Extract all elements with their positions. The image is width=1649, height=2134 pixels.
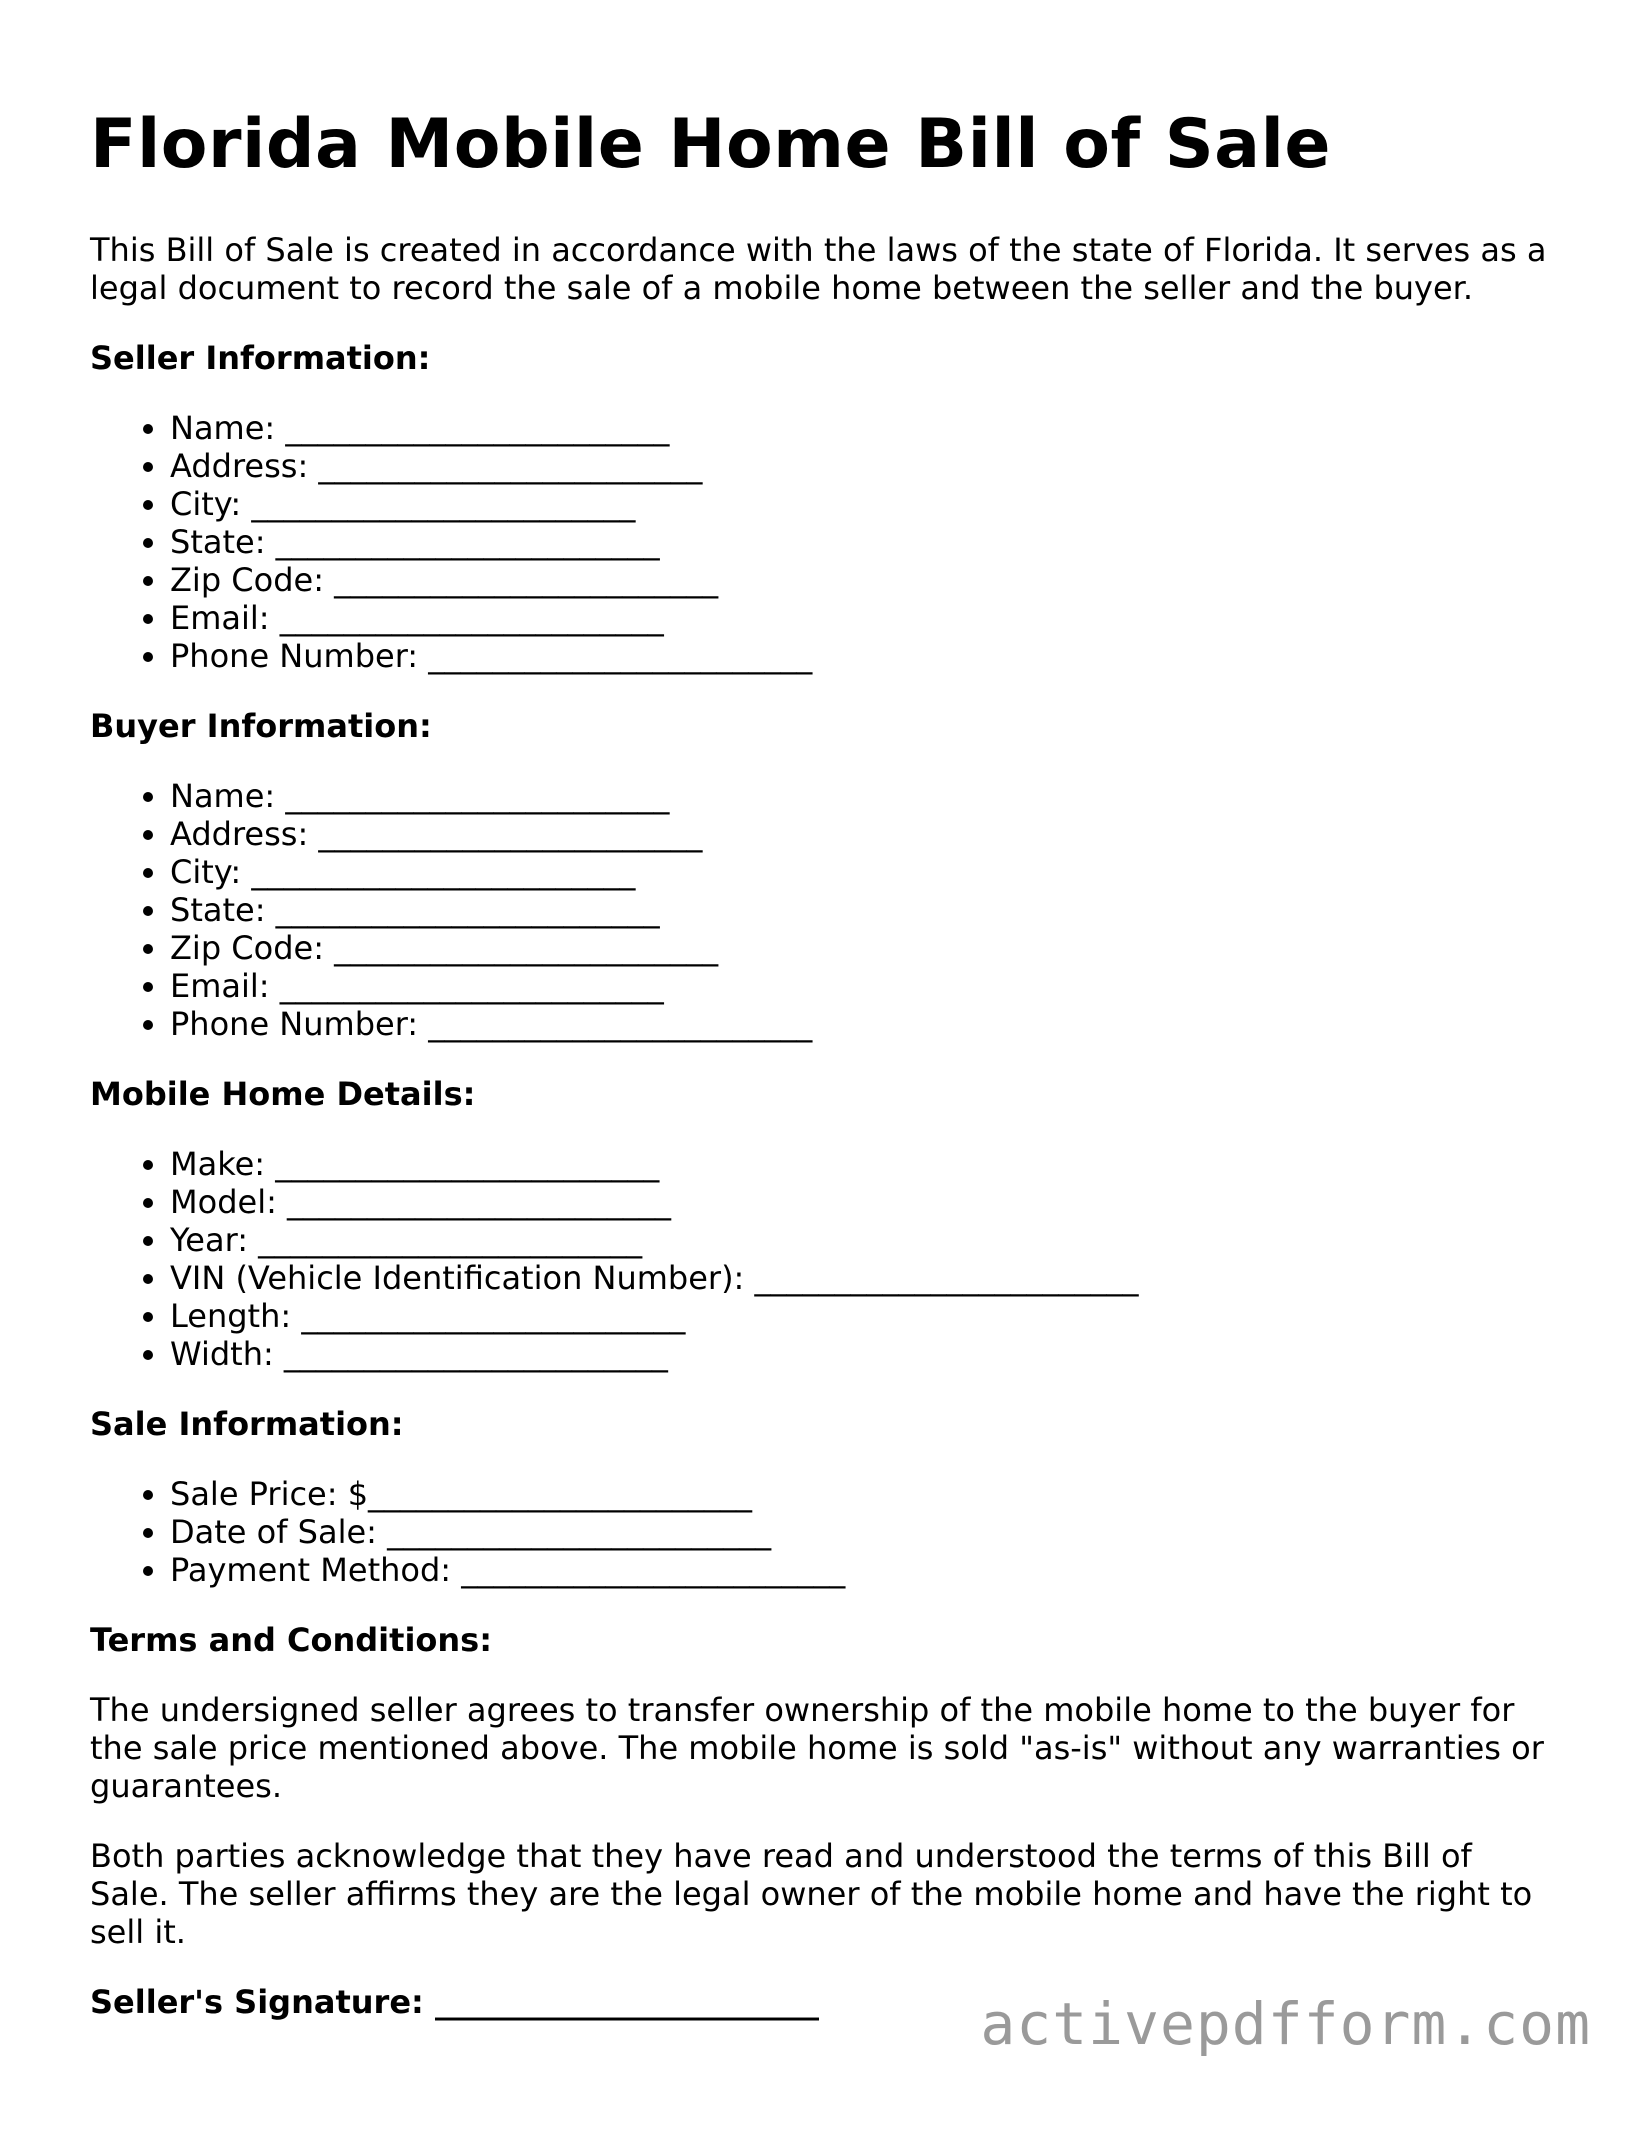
terms-heading: Terms and Conditions: (90, 1620, 493, 1659)
buyer-phone-field[interactable]: • Phone Number: ________________________ (170, 1005, 1560, 1043)
seller-signature-field[interactable]: Seller's Signature: ________________________ (90, 1982, 819, 2021)
home-vin-field[interactable]: • VIN (Vehicle Identification Number): ________________________ (170, 1259, 1560, 1297)
buyer-zip-field[interactable]: • Zip Code: ________________________ (170, 929, 1560, 967)
intro-paragraph: This Bill of Sale is created in accordance with the laws of the state of Florida. It serves as a legal document to record the sale of a mobile home between the seller and the buyer. (90, 230, 1547, 307)
terms-paragraph-2: Both parties acknowledge that they have read and understood the terms of this Bill of Sale. The seller affirms they are the legal owner of the mobile home and have the right to sell it. (90, 1836, 1533, 1951)
home-make-field[interactable]: • Make: ________________________ (170, 1145, 1560, 1183)
buyer-city-field[interactable]: • City: ________________________ (170, 853, 1560, 891)
seller-address-field[interactable]: • Address: ________________________ (170, 447, 1560, 485)
home-length-field[interactable]: • Length: ________________________ (170, 1297, 1560, 1335)
seller-phone-field[interactable]: • Phone Number: ________________________ (170, 637, 1560, 675)
buyer-state-field[interactable]: • State: ________________________ (170, 891, 1560, 929)
seller-email-field[interactable]: • Email: ________________________ (170, 599, 1560, 637)
document-page (90, 105, 1560, 2021)
seller-city-field[interactable]: • City: ________________________ (170, 485, 1560, 523)
home-details-heading: Mobile Home Details: (90, 1074, 476, 1113)
buyer-name-field[interactable]: • Name: ________________________ (170, 777, 1560, 815)
seller-zip-field[interactable]: • Zip Code: ________________________ (170, 561, 1560, 599)
buyer-info-heading: Buyer Information: (90, 706, 432, 745)
seller-info-list (90, 409, 1560, 675)
sale-price-field[interactable]: • Sale Price: $________________________ (170, 1475, 1560, 1513)
terms-paragraph-1: The undersigned seller agrees to transfer ownership of the mobile home to the buyer for the sale price mentioned above. The mobile home is sold "as-is" without any warranties or guarantees. (90, 1690, 1544, 1805)
seller-name-field[interactable]: • Name: ________________________ (170, 409, 1560, 447)
seller-state-field[interactable]: • State: ________________________ (170, 523, 1560, 561)
watermark: activepdfform.com (980, 1990, 1591, 2058)
buyer-info-list (90, 777, 1560, 1043)
home-year-field[interactable]: • Year: ________________________ (170, 1221, 1560, 1259)
home-width-field[interactable]: • Width: ________________________ (170, 1335, 1560, 1373)
home-details-list (90, 1145, 1560, 1373)
document-title: Florida Mobile Home Bill of Sale (90, 105, 1331, 184)
buyer-email-field[interactable]: • Email: ________________________ (170, 967, 1560, 1005)
sale-info-heading: Sale Information: (90, 1404, 404, 1443)
seller-info-heading: Seller Information: (90, 338, 431, 377)
sale-date-field[interactable]: • Date of Sale: ________________________ (170, 1513, 1560, 1551)
payment-method-field[interactable]: • Payment Method: ________________________ (170, 1551, 1560, 1589)
home-model-field[interactable]: • Model: ________________________ (170, 1183, 1560, 1221)
sale-info-list (90, 1475, 1560, 1589)
buyer-address-field[interactable]: • Address: ________________________ (170, 815, 1560, 853)
